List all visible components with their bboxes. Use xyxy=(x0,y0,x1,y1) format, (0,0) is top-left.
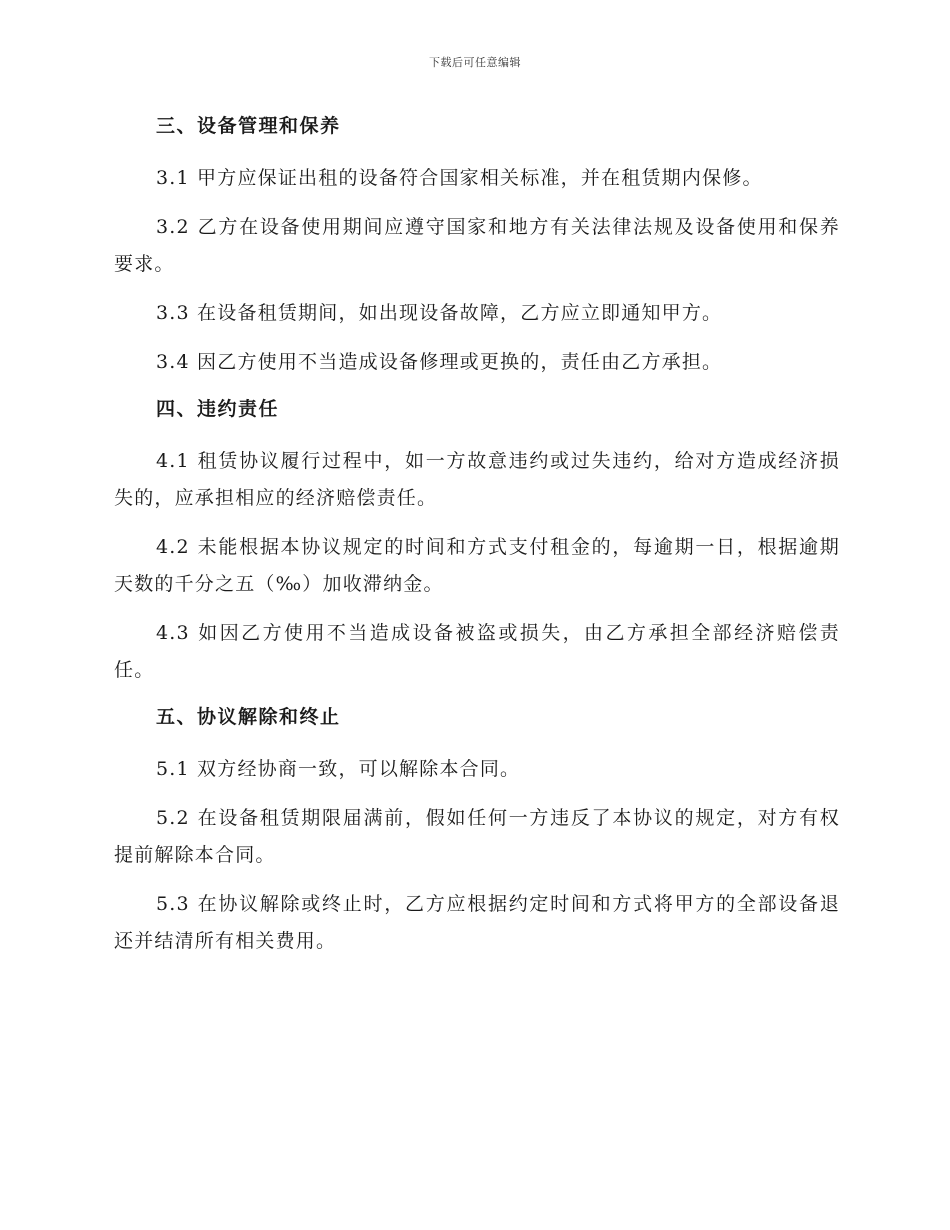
clause-paragraph: 5.2 在设备租赁期限届满前，假如任何一方违反了本协议的规定，对方有权提前解除本合同。 xyxy=(114,807,840,866)
section-heading: 五、协议解除和终止 xyxy=(156,706,341,728)
clause-paragraph: 3.1 甲方应保证出租的设备符合国家相关标准，并在租赁期内保修。 xyxy=(156,167,763,189)
clause-paragraph: 4.3 如因乙方使用不当造成设备被盗或损失，由乙方承担全部经济赔偿责任。 xyxy=(114,622,840,681)
section-heading: 四、违约责任 xyxy=(156,398,280,420)
document-body xyxy=(114,110,840,972)
clause-paragraph: 4.1 租赁协议履行过程中，如一方故意违约或过失违约，给对方造成经济损失的，应承担相应的经济赔偿责任。 xyxy=(114,450,840,509)
clause-paragraph: 3.2 乙方在设备使用期间应遵守国家和地方有关法律法规及设备使用和保养要求。 xyxy=(114,216,840,275)
header-note: 下载后可任意编辑 xyxy=(429,56,521,69)
clause-paragraph: 5.1 双方经协商一致，可以解除本合同。 xyxy=(156,758,521,780)
clause-paragraph: 3.3 在设备租赁期间，如出现设备故障，乙方应立即通知甲方。 xyxy=(156,302,723,324)
clause-paragraph: 3.4 因乙方使用不当造成设备修理或更换的，责任由乙方承担。 xyxy=(156,351,723,373)
section-heading: 三、设备管理和保养 xyxy=(156,115,341,137)
clause-paragraph: 5.3 在协议解除或终止时，乙方应根据约定时间和方式将甲方的全部设备退还并结清所有相关费用。 xyxy=(114,893,840,952)
clause-paragraph: 4.2 未能根据本协议规定的时间和方式支付租金的，每逾期一日，根据逾期天数的千分之五（‰）加收滞纳金。 xyxy=(114,536,840,595)
